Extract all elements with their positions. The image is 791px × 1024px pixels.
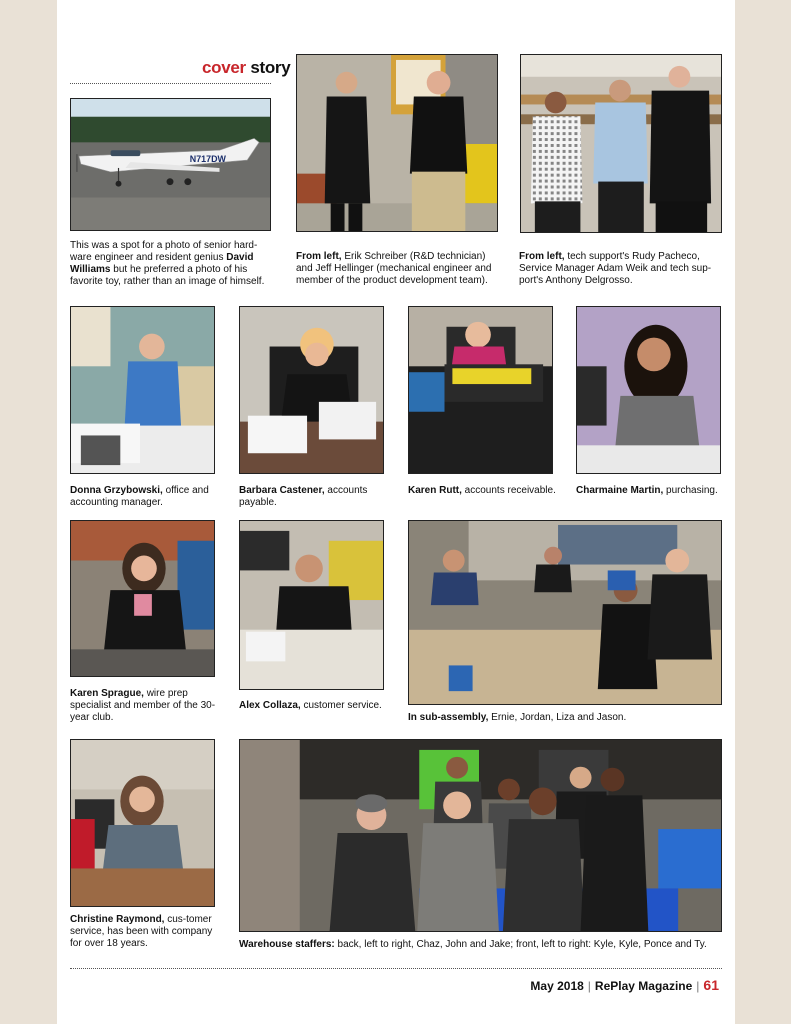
section-header <box>202 58 290 78</box>
footer-date: May 2018 <box>530 979 584 993</box>
alex-caption: Alex Collaza, customer service. <box>239 700 382 711</box>
magazine-page <box>57 0 735 1024</box>
footer-rule <box>70 968 722 969</box>
warehouse-photo <box>239 739 722 932</box>
plane-photo <box>70 98 271 231</box>
subassembly-caption: In sub-assembly, Ernie, Jordan, Liza and Jason. <box>408 712 627 723</box>
barbara-caption: Barbara Castener, accounts payable. <box>239 485 368 508</box>
section-word-story: story <box>250 58 291 77</box>
karen-sprague-photo <box>70 520 215 677</box>
page-footer <box>530 977 719 993</box>
warehouse-caption: Warehouse staffers: back, left to right, Chaz, John and Jake; front, left to right: Kyle, Kyle, Ponce and Ty. <box>239 939 707 950</box>
subassembly-photo <box>408 520 722 705</box>
plane-tail-number: N717DW <box>189 154 226 165</box>
erik-jeff-photo <box>296 54 498 232</box>
donna-caption: Donna Grzybowski, office and accounting manager. <box>70 485 209 508</box>
page-number: 61 <box>703 977 719 993</box>
charmaine-caption: Charmaine Martin, purchasing. <box>576 485 718 496</box>
tech-support-caption: From left, tech support's Rudy Pacheco, Service Manager Adam Weik and tech sup-port's Anthony Delgrosso. <box>519 251 712 286</box>
karen-rutt-photo <box>408 306 553 474</box>
section-word-cover: cover <box>202 58 246 77</box>
footer-separator: | <box>587 979 591 993</box>
header-rule <box>70 83 271 84</box>
erik-jeff-caption: From left, Erik Schreiber (R&D technician) and Jeff Hellinger (mechanical engineer and member of the product development team). <box>296 251 492 286</box>
donna-photo <box>70 306 215 474</box>
plane-caption: This was a spot for a photo of senior hard-ware engineer and resident genius David Williams but he preferred a photo of his favorite toy, rather than an image of himself. <box>70 240 265 287</box>
barbara-photo <box>239 306 384 474</box>
karen-rutt-caption: Karen Rutt, accounts receivable. <box>408 485 556 496</box>
christine-caption: Christine Raymond, cus-tomer service, has been with company for over 18 years. <box>70 914 213 949</box>
footer-magazine: RePlay Magazine <box>594 979 693 993</box>
charmaine-photo <box>576 306 721 474</box>
karen-sprague-caption: Karen Sprague, wire prep specialist and member of the 30-year club. <box>70 688 216 723</box>
alex-photo <box>239 520 384 690</box>
footer-separator-2: | <box>696 979 700 993</box>
christine-photo <box>70 739 215 907</box>
tech-support-photo <box>520 54 722 233</box>
